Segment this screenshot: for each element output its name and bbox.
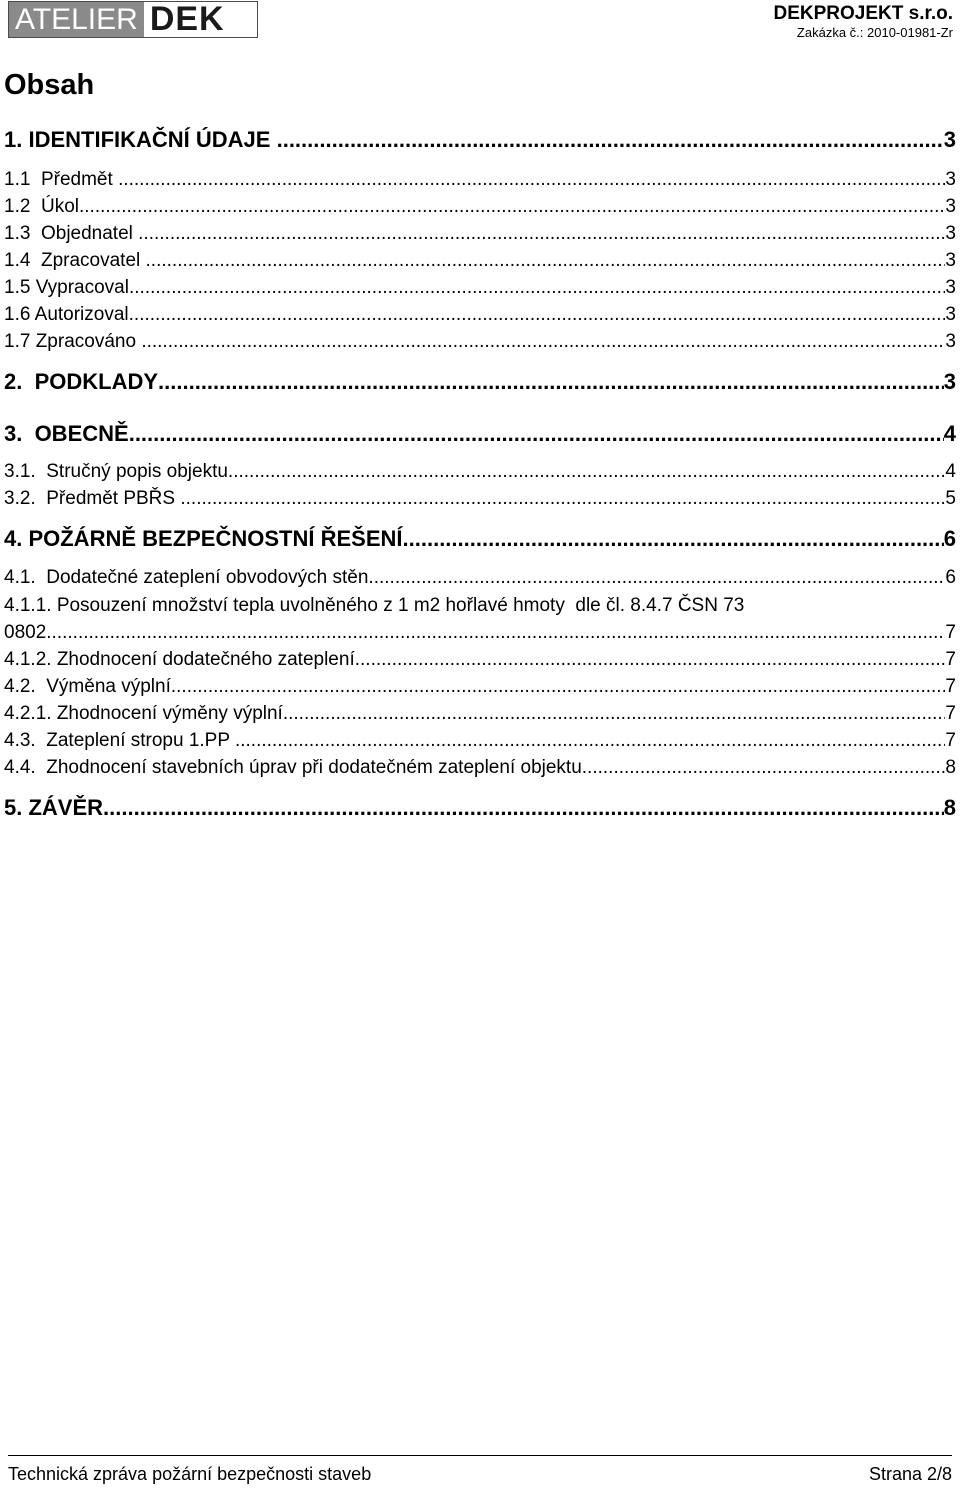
toc-entry-label: 3.1. Stručný popis objektu: [4, 461, 228, 482]
toc-leader: [129, 420, 944, 448]
logo-dek-text: DEK: [144, 2, 257, 37]
toc-entry-1-1[interactable]: [4, 168, 956, 192]
toc-entry-page: 4: [943, 421, 956, 446]
toc-entry-label: 1.3 Objednatel: [4, 223, 139, 244]
company-block: [774, 4, 954, 41]
toc-leader: [403, 525, 944, 553]
toc-leader: [368, 566, 945, 590]
toc-entry-4-1-1-continuation[interactable]: [4, 621, 956, 645]
toc-entry-page: 7: [945, 676, 956, 697]
toc-entry-4-3[interactable]: [4, 729, 956, 753]
toc-leader: [79, 195, 945, 219]
toc-entry-label: 4.3. Zateplení stropu 1.PP: [4, 730, 235, 751]
toc-leader: [103, 794, 944, 822]
toc-leader: [129, 276, 945, 300]
toc-entry-3-2[interactable]: [4, 487, 956, 511]
toc-entry-page: 6: [945, 567, 956, 588]
toc-entry-page: 4: [945, 461, 956, 482]
toc-entry-label: 3. OBECNĚ: [4, 421, 129, 446]
toc-entry-label: 1. IDENTIFIKAČNÍ ÚDAJE: [4, 127, 277, 152]
toc-leader: [46, 621, 945, 645]
toc-entry-page: 3: [945, 250, 956, 271]
toc-entry-4-1-2[interactable]: [4, 648, 956, 672]
toc-entry-label: 1.5 Vypracoval: [4, 277, 129, 298]
toc-entry-page: 3: [943, 127, 956, 152]
toc-entry-label-continuation: 0802: [4, 622, 47, 643]
toc-leader: [129, 303, 946, 327]
toc-leader: [277, 126, 944, 154]
toc-entry-label: 1.1 Předmět: [4, 169, 119, 190]
toc-entry-1-5[interactable]: [4, 276, 956, 300]
toc-entry-5[interactable]: [4, 794, 956, 822]
toc-entry-label: 1.6 Autorizoval: [4, 304, 129, 325]
toc-entry-page: 7: [945, 649, 956, 670]
toc-entry-page: 3: [945, 277, 956, 298]
toc-entry-label: 4.2.1. Zhodnocení výměny výplní: [4, 703, 283, 724]
toc-entry-page: 3: [945, 304, 956, 325]
toc-entry-1-4[interactable]: [4, 249, 956, 273]
page-footer: [8, 1455, 952, 1485]
toc-entry-label: 1.4 Zpracovatel: [4, 250, 146, 271]
toc-entry-1-3[interactable]: [4, 222, 956, 246]
toc-entry-4[interactable]: [4, 525, 956, 553]
toc-entry-label: 3.2. Předmět PBŘS: [4, 488, 181, 509]
toc-leader: [283, 702, 946, 726]
toc-entry-label: 4.1. Dodatečné zateplení obvodových stěn: [4, 567, 369, 588]
toc-leader: [138, 222, 945, 246]
toc-entry-label: 1.2 Úkol: [4, 196, 79, 217]
toc-entry-page: 5: [945, 488, 956, 509]
toc-entry-page: 3: [943, 369, 956, 394]
toc-leader: [582, 756, 946, 780]
toc-leader: [118, 168, 945, 192]
toc-leader: [146, 249, 946, 273]
toc-entry-3[interactable]: [4, 420, 956, 448]
toc-entry-2[interactable]: [4, 368, 956, 396]
toc-leader: [228, 460, 946, 484]
toc-leader: [235, 729, 945, 753]
toc-entry-4-1-1[interactable]: [4, 594, 956, 618]
toc-leader: [355, 648, 946, 672]
toc-entry-page: 3: [945, 196, 956, 217]
toc-entry-label: 4. POŽÁRNĚ BEZPEČNOSTNÍ ŘEŠENÍ: [4, 526, 403, 551]
toc-entry-label: 1.7 Zpracováno: [4, 331, 142, 352]
toc-entry-page: 3: [945, 223, 956, 244]
toc-leader: [171, 675, 946, 699]
toc-entry-4-2-1[interactable]: [4, 702, 956, 726]
toc-entry-page: 6: [943, 526, 956, 551]
page-title: Obsah: [4, 69, 95, 101]
toc-leader: [141, 330, 945, 354]
toc-entry-4-4[interactable]: [4, 756, 956, 780]
toc-entry-4-1[interactable]: [4, 566, 956, 590]
toc-entry-label: 4.4. Zhodnocení stavebních úprav při dodatečném zateplení objektu: [4, 757, 582, 778]
toc-entry-page: 8: [945, 757, 956, 778]
toc-entry-label: 4.2. Výměna výplní: [4, 676, 171, 697]
toc-entry-1-7[interactable]: [4, 330, 956, 354]
atelier-dek-logo: [8, 1, 258, 38]
toc-entry-label: 2. PODKLADY: [4, 369, 159, 394]
toc-entry-page: 3: [945, 169, 956, 190]
toc-entry-page: 7: [945, 730, 956, 751]
toc-entry-label: 4.1.2. Zhodnocení dodatečného zateplení: [4, 649, 355, 670]
footer-document-title: Technická zpráva požární bezpečnosti staveb: [8, 1464, 372, 1484]
toc-entry-page: 8: [943, 795, 956, 820]
toc-leader: [180, 487, 945, 511]
footer-page-number: Strana 2/8: [868, 1464, 952, 1484]
order-number: Zakázka č.: 2010-01981-Zr: [796, 25, 953, 40]
toc-entry-label: 5. ZÁVĚR: [4, 795, 104, 820]
toc-entry-page: 7: [945, 622, 956, 643]
logo-atelier-text: ATELIER: [9, 2, 144, 37]
toc-entry-label: 4.1.1. Posouzení množství tepla uvolněného z 1 m2 hořlavé hmoty dle čl. 8.4.7 ČSN 73: [4, 595, 745, 616]
toc-entry-1-6[interactable]: [4, 303, 956, 327]
toc-entry-1-2[interactable]: [4, 195, 956, 219]
toc-entry-1[interactable]: [4, 126, 956, 154]
toc-entry-page: 3: [945, 331, 956, 352]
toc-entry-3-1[interactable]: [4, 460, 956, 484]
company-name: DEKPROJEKT s.r.o.: [773, 3, 953, 24]
toc-leader: [158, 368, 944, 396]
toc-entry-4-2[interactable]: [4, 675, 956, 699]
toc-entry-page: 7: [945, 703, 956, 724]
